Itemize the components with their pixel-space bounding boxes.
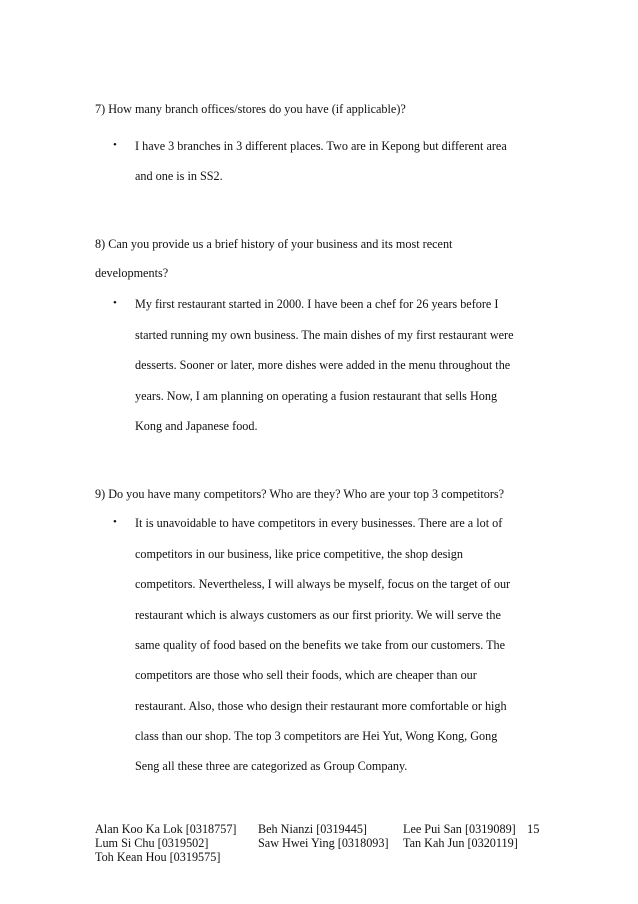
answer-8-line-5: Kong and Japanese food. xyxy=(135,419,258,433)
answer-8-line-1: My first restaurant started in 2000. I have been a chef for 26 years before I xyxy=(135,297,499,311)
footer-row-2 xyxy=(95,836,555,850)
question-8-line-1: 8) Can you provide us a brief history of your business and its most recent xyxy=(95,237,453,251)
footer-author: Lee Pui San [0319089] xyxy=(403,822,516,836)
answer-9-line-6: competitors are those who sell their foods, which are cheaper than our xyxy=(135,668,477,682)
answer-9-line-3: competitors. Nevertheless, I will always be myself, focus on the target of our xyxy=(135,577,511,591)
answer-8-line-3: desserts. Sooner or later, more dishes were added in the menu throughout the xyxy=(135,358,511,372)
page-footer xyxy=(95,822,555,864)
answer-9-line-4: restaurant which is always customers as our first priority. We will serve the xyxy=(135,608,501,622)
answer-7-line-2: and one is in SS2. xyxy=(135,169,223,183)
answer-9-line-9: Seng all these three are categorized as Group Company. xyxy=(135,759,408,773)
answer-9-line-7: restaurant. Also, those who design their restaurant more comfortable or high xyxy=(135,699,507,713)
footer-author: Saw Hwei Ying [0318093] xyxy=(258,836,389,850)
answer-9-line-2: competitors in our business, like price competitive, the shop design xyxy=(135,547,463,561)
footer-author: Alan Koo Ka Lok [0318757] xyxy=(95,822,237,836)
question-8-line-2: developments? xyxy=(95,266,169,280)
footer-author: Tan Kah Jun [0320119] xyxy=(403,836,518,850)
footer-author: Toh Kean Hou [0319575] xyxy=(95,850,221,864)
footer-author: Lum Si Chu [0319502] xyxy=(95,836,209,850)
bullet-icon: • xyxy=(113,297,117,309)
answer-8-line-2: started running my own business. The main dishes of my first restaurant were xyxy=(135,328,514,342)
answer-9-line-1: It is unavoidable to have competitors in every businesses. There are a lot of xyxy=(135,516,503,530)
page-number: 15 xyxy=(527,822,540,836)
footer-row-3 xyxy=(95,850,555,864)
answer-9-line-5: same quality of food based on the benefits we take from our customers. The xyxy=(135,638,506,652)
footer-row-1 xyxy=(95,822,555,836)
footer-author: Beh Nianzi [0319445] xyxy=(258,822,367,836)
bullet-icon: • xyxy=(113,139,117,151)
question-9: 9) Do you have many competitors? Who are they? Who are your top 3 competitors? xyxy=(95,487,505,501)
answer-8-line-4: years. Now, I am planning on operating a fusion restaurant that sells Hong xyxy=(135,389,498,403)
bullet-icon: • xyxy=(113,516,117,528)
answer-9-line-8: class than our shop. The top 3 competitors are Hei Yut, Wong Kong, Gong xyxy=(135,729,498,743)
answer-7-line-1: I have 3 branches in 3 different places. Two are in Kepong but different area xyxy=(135,139,507,153)
question-7: 7) How many branch offices/stores do you have (if applicable)? xyxy=(95,102,406,116)
